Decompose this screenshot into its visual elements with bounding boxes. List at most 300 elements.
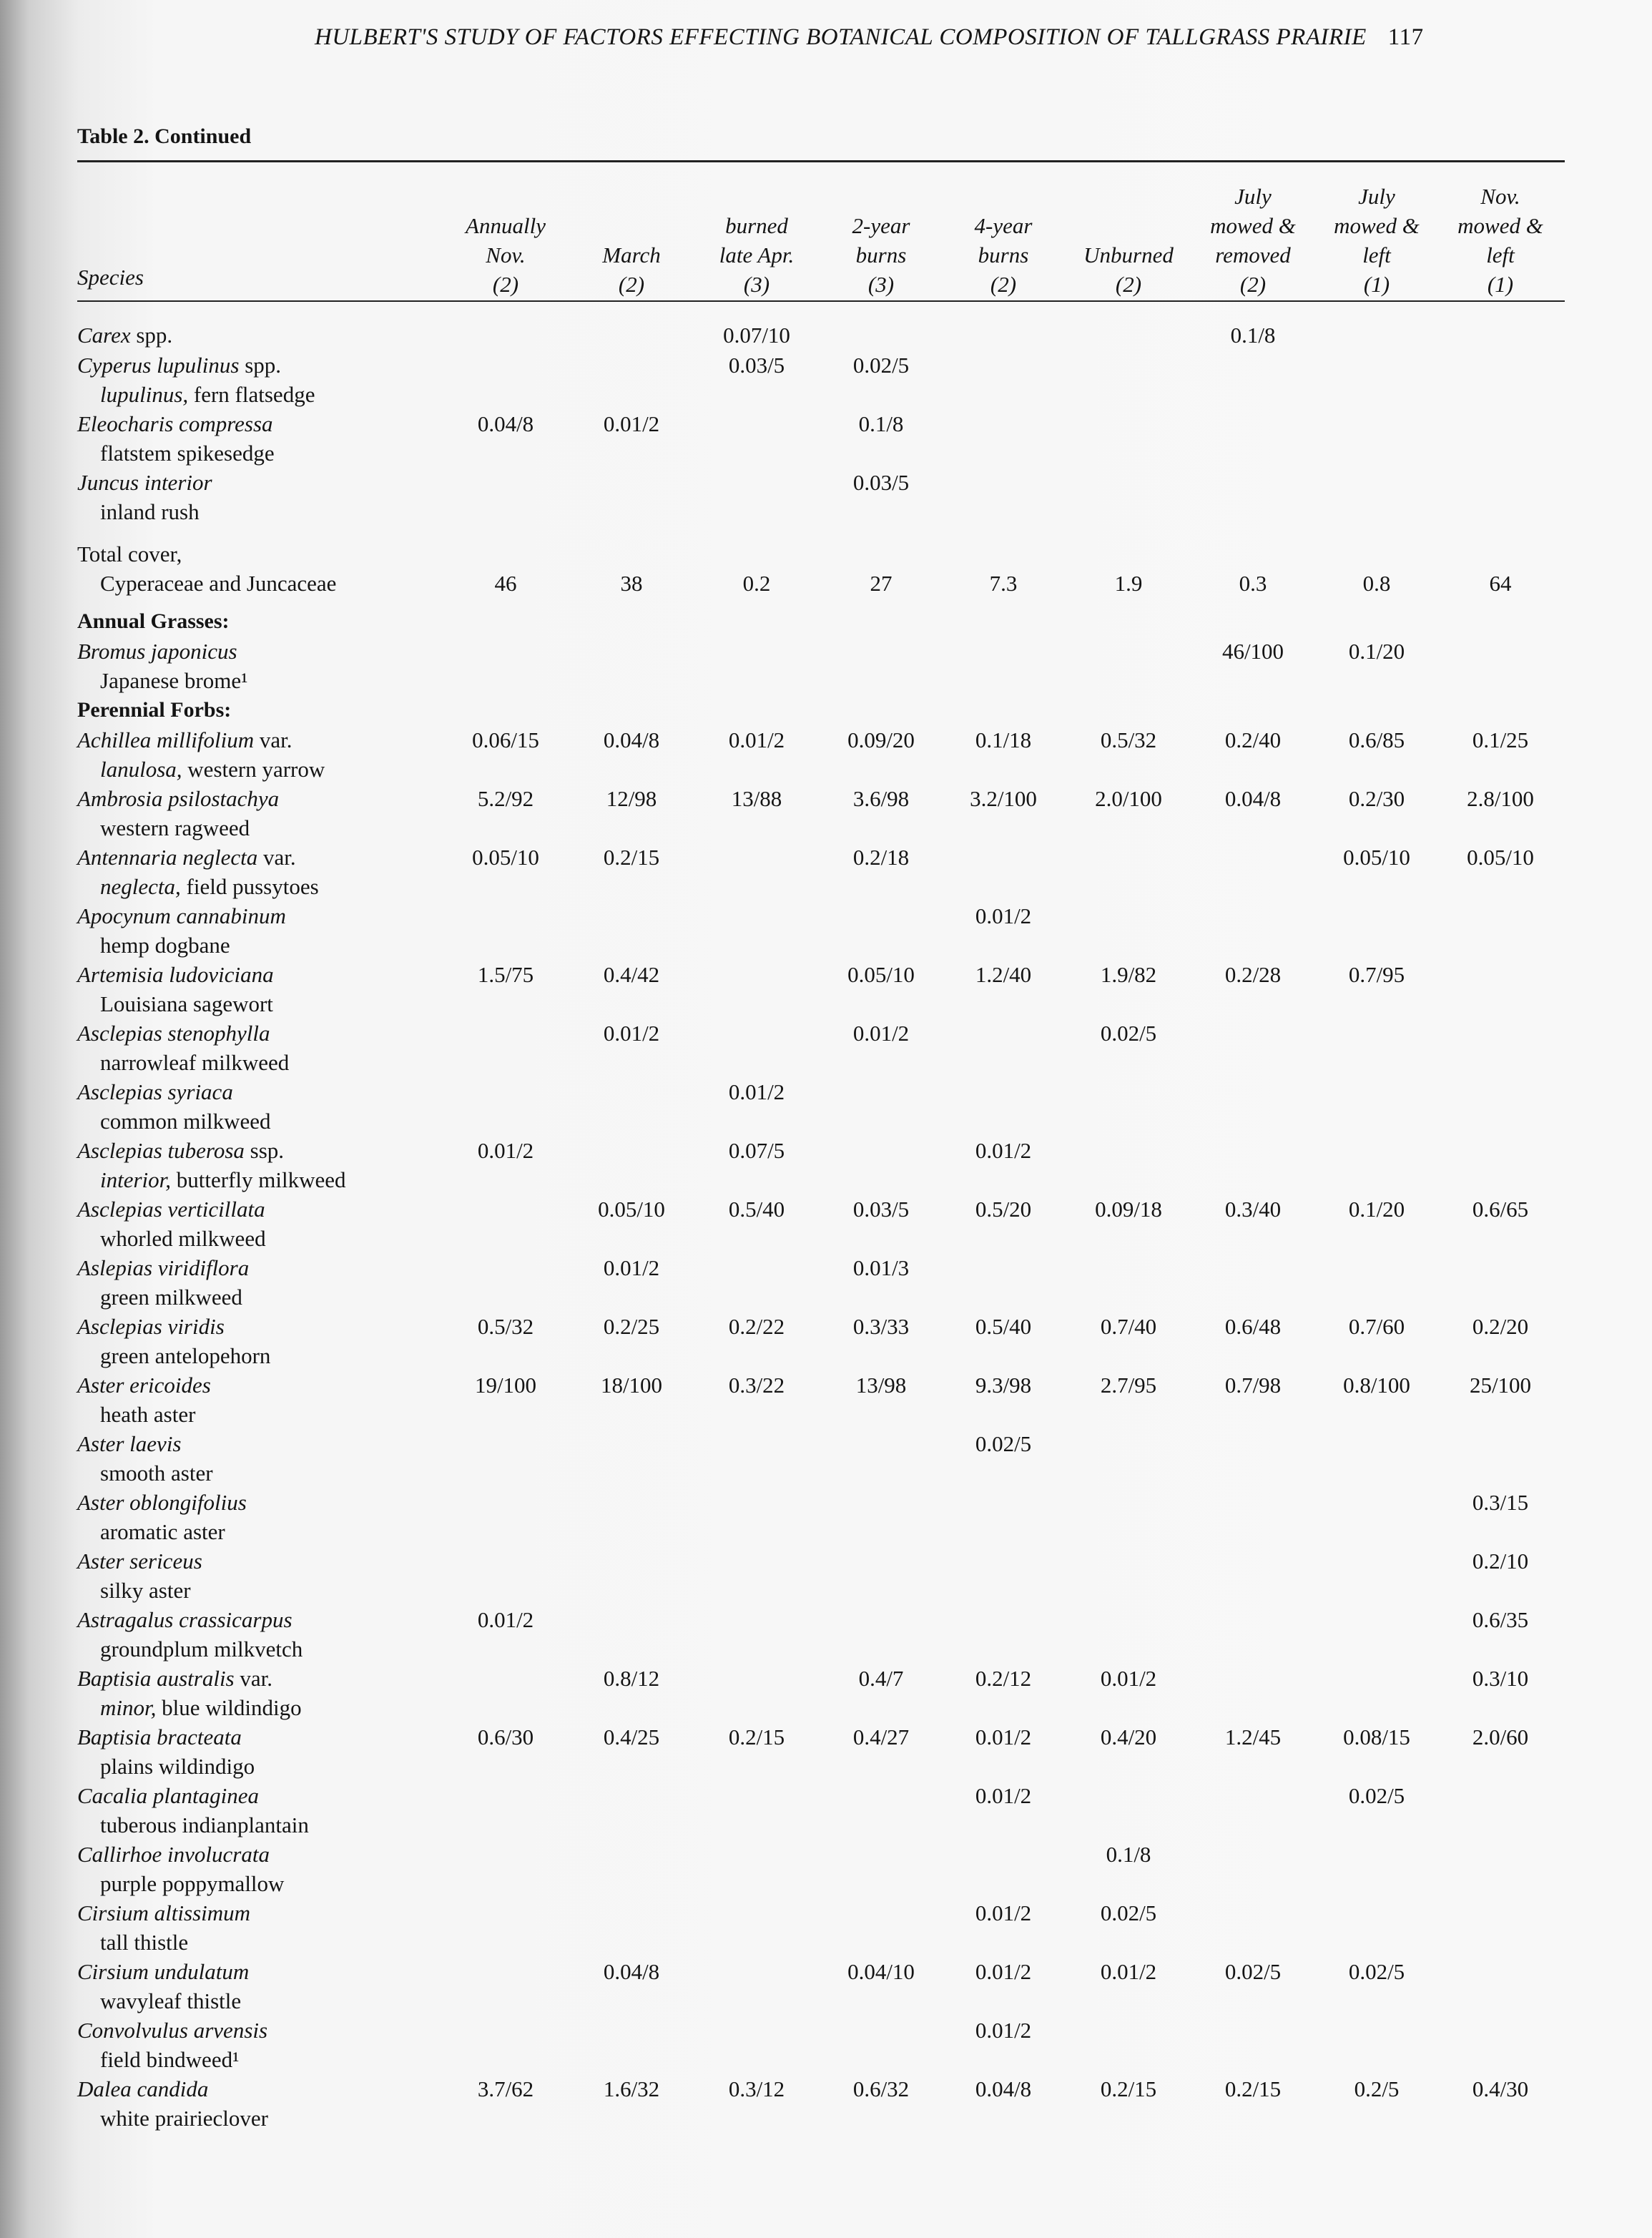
common-name: Cyperaceae and Juncaceae: [100, 571, 337, 596]
species-line-1: [77, 1664, 478, 1693]
column-header-4: [813, 177, 949, 299]
common-name: green milkweed: [100, 1285, 242, 1310]
species-line-1: [77, 1605, 478, 1634]
column-header-line: Nov.: [486, 242, 526, 268]
scientific-name: Cirsium undulatum: [77, 1959, 250, 1984]
value-cell: 0.2/5: [1354, 2076, 1400, 2101]
value-cell: 0.04/8: [1224, 786, 1282, 811]
species-line-2: [77, 1282, 478, 1312]
value-cell: 0.04/8: [975, 2076, 1032, 2101]
section-label: Annual Grasses:: [77, 609, 230, 633]
value-cell: 5.2/92: [477, 786, 534, 811]
value-cell: 0.2/30: [1348, 786, 1405, 811]
common-name: whorled milkweed: [100, 1226, 266, 1251]
value-cell: 27: [870, 571, 893, 596]
common-name: tuberous indianplantain: [100, 1812, 309, 1837]
value-cell: 0.01/2: [975, 1724, 1032, 1749]
species-line-1: [77, 960, 478, 989]
column-header-line: July: [1358, 184, 1395, 209]
value-cell: 0.02/5: [1100, 1900, 1157, 1925]
value-cell: 0.2/22: [728, 1314, 785, 1339]
species-line-1: [77, 901, 478, 931]
scientific-name: Achillea millifolium: [77, 727, 255, 752]
species-line-2: [77, 1869, 478, 1898]
value-cell: 0.2/20: [1472, 1314, 1529, 1339]
scientific-name: Eleocharis compressa: [77, 411, 273, 436]
value-cell: 0.05/10: [1343, 845, 1410, 870]
scientific-name: Apocynum cannabinum: [77, 903, 286, 928]
table-title: Table 2. Continued: [77, 124, 252, 148]
species-line-2: [77, 931, 478, 960]
value-cell: 0.3: [1239, 571, 1267, 596]
column-header-line: burned: [725, 213, 788, 238]
value-cell: 0.02/5: [975, 1431, 1032, 1456]
column-header-line: mowed &: [1210, 213, 1296, 238]
subspecies-name: lupulinus,: [100, 382, 189, 407]
species-line-1: [77, 2074, 478, 2104]
species-line-1: [77, 1781, 478, 1810]
species-line-1: [77, 1898, 478, 1928]
common-name: green antelopehorn: [100, 1343, 271, 1368]
common-name: silky aster: [100, 1578, 191, 1603]
value-cell: 0.01/2: [975, 1138, 1032, 1163]
scientific-name: Aster oblongifolius: [77, 1490, 247, 1515]
name-qualifier: Total cover,: [77, 541, 182, 566]
common-name: western yarrow: [182, 757, 325, 782]
value-cell: 0.6/65: [1472, 1197, 1529, 1222]
species-name: [77, 350, 478, 409]
value-cell: 0.05/10: [1467, 845, 1534, 870]
value-cell: 0.03/5: [852, 470, 910, 495]
value-cell: 0.02/5: [1348, 1959, 1405, 1984]
common-name: common milkweed: [100, 1109, 271, 1134]
value-cell: 0.6/35: [1472, 1607, 1529, 1632]
scientific-name: Aster laevis: [77, 1431, 182, 1456]
common-name: inland rush: [100, 499, 200, 524]
value-cell: 0.1/8: [1230, 323, 1276, 348]
species-line-1: [77, 539, 478, 569]
value-cell: 0.6/32: [852, 2076, 910, 2101]
value-cell: 0.01/2: [477, 1607, 534, 1632]
species-name: [77, 725, 478, 784]
common-name: fern flatsedge: [188, 382, 315, 407]
subspecies-name: neglecta,: [100, 874, 181, 899]
value-cell: 0.3/15: [1472, 1490, 1529, 1515]
value-cell: 1.9/82: [1100, 962, 1157, 987]
common-name: field bindweed¹: [100, 2047, 240, 2072]
species-name: [77, 1370, 478, 1429]
species-name: [77, 539, 478, 598]
scientific-name: Aster ericoides: [77, 1373, 211, 1398]
value-cell: 38: [620, 571, 643, 596]
species-name: [77, 1664, 478, 1722]
column-header-line: (1): [1363, 272, 1390, 297]
scientific-name: Asclepias verticillata: [77, 1197, 265, 1222]
species-name: [77, 1546, 478, 1605]
column-header-line: late Apr.: [719, 242, 795, 268]
value-cell: 0.5/20: [975, 1197, 1032, 1222]
species-line-1: [77, 2016, 478, 2045]
species-line-2: [77, 1810, 478, 1840]
scientific-name: Cacalia plantaginea: [77, 1783, 260, 1808]
species-line-2: [77, 813, 478, 843]
value-cell: 0.2: [742, 571, 771, 596]
subspecies-name: interior,: [100, 1167, 172, 1192]
value-cell: 0.05/10: [472, 845, 539, 870]
value-cell: 0.01/3: [852, 1255, 910, 1280]
column-header-9: [1432, 177, 1568, 299]
common-name: purple poppymallow: [100, 1871, 285, 1896]
value-cell: 0.04/8: [603, 1959, 660, 1984]
value-cell: 0.2/15: [728, 1724, 785, 1749]
value-cell: 1.9: [1114, 571, 1143, 596]
scientific-name: Aster sericeus: [77, 1549, 202, 1574]
value-cell: 0.7/98: [1224, 1373, 1282, 1398]
value-cell: 0.4/30: [1472, 2076, 1529, 2101]
value-cell: 64: [1489, 571, 1512, 596]
value-cell: 2.8/100: [1467, 786, 1534, 811]
column-header-line: (2): [492, 272, 519, 297]
species-name: [77, 1898, 478, 1957]
value-cell: 0.01/2: [603, 1255, 660, 1280]
value-cell: 0.4/42: [603, 962, 660, 987]
common-name: narrowleaf milkweed: [100, 1050, 290, 1075]
value-cell: 0.8/12: [603, 1666, 660, 1691]
species-line-1: [77, 1429, 478, 1458]
scientific-name: Artemisia ludoviciana: [77, 962, 274, 987]
value-cell: 1.5/75: [477, 962, 534, 987]
column-header-line: left: [1362, 242, 1391, 268]
species-line-2: [77, 1693, 478, 1722]
section-label: Perennial Forbs:: [77, 698, 232, 722]
scientific-name: Cirsium altissimum: [77, 1900, 251, 1925]
scientific-name: Dalea candida: [77, 2076, 209, 2101]
scientific-name: Cyperus lupulinus: [77, 353, 240, 378]
value-cell: 0.01/2: [603, 411, 660, 436]
value-cell: 0.07/10: [723, 323, 790, 348]
column-header-line: July: [1234, 184, 1272, 209]
species-name: [77, 784, 478, 843]
species-name: [77, 1605, 478, 1664]
name-qualifier: spp.: [130, 323, 173, 348]
running-header-title: HULBERT'S STUDY OF FACTORS EFFECTING BOTANICAL COMPOSITION OF TALLGRASS PRAIRIE: [315, 24, 1367, 50]
scientific-name: Callirhoe involucrata: [77, 1842, 270, 1867]
species-name: [77, 901, 478, 960]
value-cell: 1.2/40: [975, 962, 1032, 987]
column-header-line: (3): [743, 272, 770, 297]
value-cell: 0.1/8: [1106, 1842, 1151, 1867]
scientific-name: Ambrosia psilostachya: [77, 786, 280, 811]
species-column-header: Species: [77, 265, 144, 290]
value-cell: 0.1/18: [975, 727, 1032, 752]
column-header-line: 2-year: [852, 213, 910, 238]
value-cell: 0.03/5: [728, 353, 785, 378]
value-cell: 0.3/33: [852, 1314, 910, 1339]
subspecies-name: lanulosa,: [100, 757, 182, 782]
species-line-1: [77, 725, 478, 755]
value-cell: 18/100: [600, 1373, 663, 1398]
value-cell: 0.5/40: [728, 1197, 785, 1222]
species-line-1: [77, 637, 478, 666]
species-name: [77, 1019, 478, 1077]
value-cell: 46/100: [1221, 639, 1284, 664]
column-header-3: [689, 177, 825, 299]
column-header-line: left: [1486, 242, 1515, 268]
value-cell: 0.7/95: [1348, 962, 1405, 987]
scientific-name: Asclepias tuberosa: [77, 1138, 245, 1163]
name-qualifier: var.: [234, 1666, 272, 1691]
column-header-line: burns: [978, 242, 1029, 268]
name-qualifier: var.: [254, 727, 292, 752]
common-name: white prairieclover: [100, 2106, 268, 2131]
name-qualifier: ssp.: [244, 1138, 285, 1163]
species-line-2: [77, 1928, 478, 1957]
value-cell: 0.04/10: [847, 1959, 915, 1984]
column-header-line: (3): [867, 272, 895, 297]
value-cell: 19/100: [474, 1373, 537, 1398]
value-cell: 0.01/2: [852, 1021, 910, 1046]
value-cell: 1.2/45: [1224, 1724, 1282, 1749]
value-cell: 0.06/15: [472, 727, 539, 752]
species-name: [77, 1077, 478, 1136]
page-number: 117: [1387, 24, 1424, 50]
species-name: [77, 2016, 478, 2074]
scientific-name: Aslepias viridiflora: [77, 1255, 250, 1280]
value-cell: 0.04/8: [477, 411, 534, 436]
species-line-1: [77, 468, 478, 497]
value-cell: 0.2/15: [603, 845, 660, 870]
value-cell: 0.6/48: [1224, 1314, 1282, 1339]
common-name: Louisiana sagewort: [100, 991, 273, 1016]
scientific-name: Asclepias syriaca: [77, 1079, 233, 1104]
value-cell: 0.3/40: [1224, 1197, 1282, 1222]
column-header-7: [1185, 177, 1321, 299]
value-cell: 0.08/15: [1343, 1724, 1410, 1749]
species-name: [77, 1136, 478, 1194]
value-cell: 0.2/25: [603, 1314, 660, 1339]
value-cell: 3.7/62: [477, 2076, 534, 2101]
value-cell: 2.0/60: [1472, 1724, 1529, 1749]
column-header-6: [1061, 177, 1196, 299]
column-header-8: [1309, 177, 1445, 299]
species-line-2: [77, 755, 478, 784]
column-header-line: (2): [990, 272, 1017, 297]
value-cell: 0.5/40: [975, 1314, 1032, 1339]
value-cell: 0.01/2: [477, 1138, 534, 1163]
species-line-1: [77, 784, 478, 813]
common-name: aromatic aster: [100, 1519, 225, 1544]
species-line-1: [77, 320, 478, 350]
common-name: groundplum milkvetch: [100, 1636, 303, 1662]
species-name: [77, 960, 478, 1019]
species-name: [77, 1253, 478, 1312]
column-header-line: (2): [1115, 272, 1142, 297]
common-name: hemp dogbane: [100, 933, 230, 958]
species-line-1: [77, 1253, 478, 1282]
value-cell: 0.1/25: [1472, 727, 1529, 752]
value-cell: 0.01/2: [728, 727, 785, 752]
species-line-2: [77, 1341, 478, 1370]
column-header-line: Nov.: [1480, 184, 1520, 209]
species-name: [77, 1840, 478, 1898]
value-cell: 46: [494, 571, 517, 596]
running-header: [315, 24, 1566, 51]
column-header-line: Annually: [466, 213, 546, 238]
species-line-2: [77, 1634, 478, 1664]
column-header-line: removed: [1215, 242, 1291, 268]
value-cell: 0.4/25: [603, 1724, 660, 1749]
value-cell: 0.8/100: [1343, 1373, 1410, 1398]
scientific-name: Bromus japonicus: [77, 639, 237, 664]
value-cell: 0.7/40: [1100, 1314, 1157, 1339]
scientific-name: Baptisia bracteata: [77, 1724, 242, 1749]
value-cell: 0.01/2: [728, 1079, 785, 1104]
value-cell: 0.5/32: [477, 1314, 534, 1339]
common-name: blue wildindigo: [156, 1695, 302, 1720]
value-cell: 0.02/5: [1100, 1021, 1157, 1046]
value-cell: 0.05/10: [598, 1197, 665, 1222]
species-line-2: [77, 1986, 478, 2016]
species-line-1: [77, 1077, 478, 1106]
species-name: [77, 1722, 478, 1781]
scientific-name: Carex: [77, 323, 131, 348]
subspecies-name: minor,: [100, 1695, 157, 1720]
value-cell: 0.8: [1362, 571, 1391, 596]
value-cell: 3.2/100: [970, 786, 1037, 811]
value-cell: 0.09/20: [847, 727, 915, 752]
column-header-line: (2): [1239, 272, 1267, 297]
value-cell: 0.01/2: [975, 903, 1032, 928]
name-qualifier: var.: [257, 845, 296, 870]
scientific-name: Convolvulus arvensis: [77, 2018, 268, 2043]
common-name: western ragweed: [100, 815, 250, 840]
species-line-2: [77, 989, 478, 1019]
value-cell: 0.3/10: [1472, 1666, 1529, 1691]
value-cell: 0.01/2: [1100, 1959, 1157, 1984]
species-name: [77, 1312, 478, 1370]
value-cell: 0.3/12: [728, 2076, 785, 2101]
species-name: [77, 1781, 478, 1840]
species-line-1: [77, 1488, 478, 1517]
species-line-1: [77, 1194, 478, 1224]
column-header-5: [935, 177, 1071, 299]
species-line-2: [77, 2104, 478, 2133]
value-cell: 0.3/22: [728, 1373, 785, 1398]
value-cell: 0.1/20: [1348, 1197, 1405, 1222]
value-cell: 0.7/60: [1348, 1314, 1405, 1339]
value-cell: 0.4/20: [1100, 1724, 1157, 1749]
value-cell: 0.01/2: [603, 1021, 660, 1046]
species-line-2: [77, 1576, 478, 1605]
column-header-line: mowed &: [1334, 213, 1420, 238]
value-cell: 13/88: [731, 786, 782, 811]
species-line-2: [77, 1517, 478, 1546]
common-name: plains wildindigo: [100, 1754, 255, 1779]
value-cell: 0.4/7: [858, 1666, 904, 1691]
scientific-name: Baptisia australis: [77, 1666, 235, 1691]
value-cell: 7.3: [989, 571, 1018, 596]
value-cell: 0.1/8: [858, 411, 904, 436]
species-line-2: [77, 497, 478, 526]
species-line-2: [77, 1458, 478, 1488]
species-line-2: [77, 872, 478, 901]
value-cell: 0.02/5: [1348, 1783, 1405, 1808]
species-line-1: [77, 1019, 478, 1048]
value-cell: 0.09/18: [1095, 1197, 1162, 1222]
species-name: [77, 1194, 478, 1253]
value-cell: 0.6/85: [1348, 727, 1405, 752]
species-name: [77, 2074, 478, 2133]
species-line-1: [77, 409, 478, 438]
column-header-line: burns: [855, 242, 907, 268]
species-line-1: [77, 1370, 478, 1400]
species-name: [77, 637, 478, 695]
value-cell: 0.5/32: [1100, 727, 1157, 752]
species-name: [77, 1957, 478, 2016]
species-line-2: [77, 1400, 478, 1429]
common-name: heath aster: [100, 1402, 196, 1427]
value-cell: 0.01/2: [1100, 1666, 1157, 1691]
column-header-line: (2): [618, 272, 645, 297]
column-header-line: mowed &: [1457, 213, 1543, 238]
species-line-1: [77, 1957, 478, 1986]
value-cell: 0.01/2: [975, 2018, 1032, 2043]
species-name: [77, 468, 478, 526]
table-top-rule: [77, 160, 1565, 162]
scientific-name: Astragalus crassicarpus: [77, 1607, 292, 1632]
value-cell: 3.6/98: [852, 786, 910, 811]
scientific-name: Juncus interior: [77, 470, 212, 495]
species-line-2: [77, 2045, 478, 2074]
species-line-2: [77, 1752, 478, 1781]
value-cell: 0.01/2: [975, 1783, 1032, 1808]
species-line-2: [77, 1048, 478, 1077]
scientific-name: Asclepias stenophylla: [77, 1021, 270, 1046]
column-header-line: (1): [1487, 272, 1514, 297]
value-cell: 0.01/2: [975, 1900, 1032, 1925]
scientific-name: Antennaria neglecta: [77, 845, 258, 870]
value-cell: 1.6/32: [603, 2076, 660, 2101]
species-line-2: [77, 380, 478, 409]
value-cell: 0.2/28: [1224, 962, 1282, 987]
value-cell: 0.05/10: [847, 962, 915, 987]
common-name: tall thistle: [100, 1930, 189, 1955]
common-name: wavyleaf thistle: [100, 1988, 242, 2013]
species-line-1: [77, 1722, 478, 1752]
value-cell: 0.01/2: [975, 1959, 1032, 1984]
value-cell: 0.02/5: [852, 353, 910, 378]
column-header-line: March: [602, 242, 661, 268]
common-name: Japanese brome¹: [100, 668, 248, 693]
value-cell: 0.07/5: [728, 1138, 785, 1163]
value-cell: 25/100: [1469, 1373, 1532, 1398]
species-line-1: [77, 843, 478, 872]
species-line-1: [77, 1546, 478, 1576]
common-name: butterfly milkweed: [171, 1167, 346, 1192]
value-cell: 0.6/30: [477, 1724, 534, 1749]
species-line-2: [77, 569, 478, 598]
value-cell: 9.3/98: [975, 1373, 1032, 1398]
value-cell: 0.4/27: [852, 1724, 910, 1749]
value-cell: 2.7/95: [1100, 1373, 1157, 1398]
value-cell: 12/98: [606, 786, 657, 811]
column-header-2: [564, 177, 699, 299]
species-name: [77, 320, 478, 350]
species-line-1: [77, 1312, 478, 1341]
common-name: flatstem spikesedge: [100, 441, 275, 466]
value-cell: 0.2/40: [1224, 727, 1282, 752]
species-line-2: [77, 438, 478, 468]
